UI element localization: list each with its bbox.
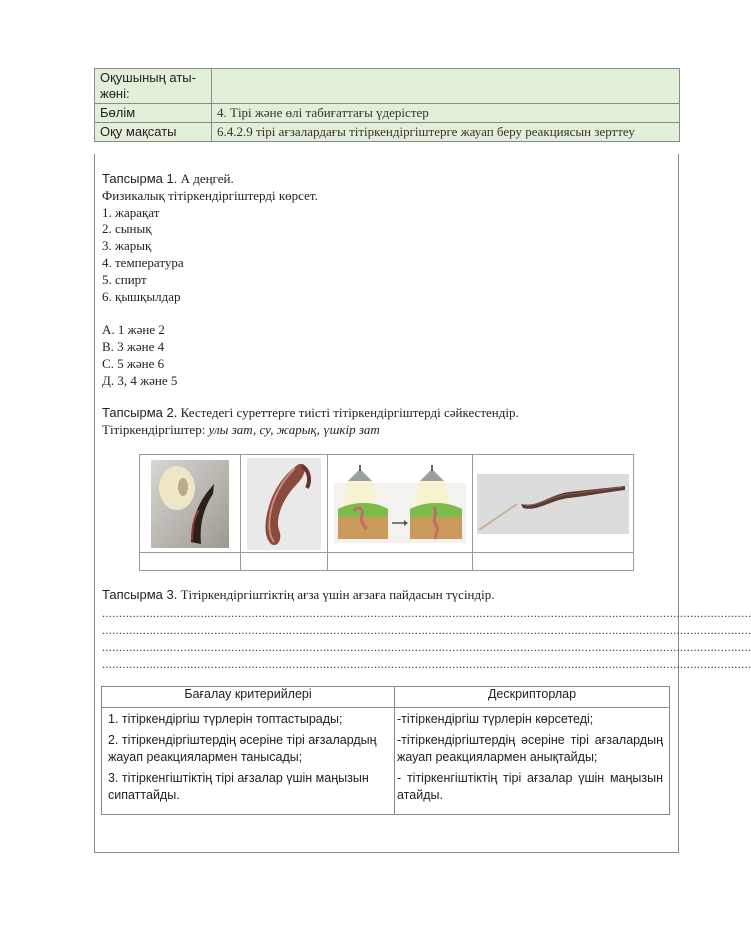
answer-cell[interactable] [241,553,328,571]
objective-label: Оқу мақсаты [95,123,212,142]
task2-title: Тапсырма 2. [102,405,178,420]
criterion: 2. тітіркендіргіштердің әсеріне тірі ағзалардың жауап реакциялармен танысады; [108,733,377,764]
task1-instruction: Физикалық тітіркендіргіштерді көрсет. [102,187,318,203]
answer-line[interactable]: ............................................................................................................................................................................................... [102,657,751,671]
task1-title: Тапсырма 1. [102,171,178,186]
task1-heading [102,171,318,188]
criteria-table [101,686,670,815]
image-cell [473,455,634,553]
task1-item: 2. сынық [102,221,152,237]
descriptor: -тітіркендіргіш түрлерін көрсетеді; [397,712,594,726]
image-cell [241,455,328,553]
criteria-header: Бағалау критерийлері [102,687,395,708]
descriptors-list [395,708,670,815]
criterion: 1. тітіркендіргіш түрлерін топтастырады; [108,712,343,726]
task2-stimuli [102,422,519,439]
objective-value: 6.4.2.9 тірі ағзалардағы тітіркендіргіштерге жауап беру реакциясын зерттеу [212,123,680,142]
header-table [94,68,680,142]
answer-line[interactable]: ............................................................................................................................................................................................... [102,606,751,620]
task2-stimuli-list: улы зат, су, жарық, үшкір зат [208,421,380,437]
task2-instruction: Кестедегі суреттерге тиісті тітіркендіргіштерді сәйкестендір. [180,405,519,420]
answer-line[interactable]: ............................................................................................................................................................................................... [102,623,751,637]
answer-cell[interactable] [473,553,634,571]
section-label: Бөлім [95,104,212,123]
answer-cell[interactable] [328,553,473,571]
task2 [102,405,519,439]
student-name-label: Оқушының аты-жөні: [95,69,212,104]
descriptor: -тітіркендіргіштердің әсеріне тірі ағзалардың жауап реакциялармен анықтайды; [397,733,663,764]
criterion: 3. тітіркенгіштіктің тірі ағзалар үшін маңызын сипаттайды. [108,771,369,802]
image-match-table [139,454,634,571]
task2-heading [102,405,519,422]
worm-water-icon [247,458,321,550]
answer-line[interactable]: ............................................................................................................................................................................................... [102,640,751,654]
task1-option[interactable]: А. 1 және 2 [102,322,165,338]
task1-option[interactable]: С. 5 және 6 [102,355,165,371]
image-cell [328,455,473,553]
worm-needle-icon [477,474,629,534]
image-cell [140,455,241,553]
task1-item: 6. қышқылдар [102,288,181,304]
task3 [102,587,494,604]
task1-item: 1. жарақат [102,204,160,220]
task1-item: 4. температура [102,254,184,270]
task1-option[interactable]: В. 3 және 4 [102,338,165,354]
worm-light-icon [334,465,466,543]
task3-instruction: Тітіркендіргіштіктің ағза үшін ағзаға пайдасын түсіндір. [180,587,495,602]
task3-title: Тапсырма 3. [102,587,178,602]
descriptors-header: Дескрипторлар [395,687,670,708]
task1 [102,171,318,389]
task1-item: 3. жарық [102,238,152,254]
task2-stimuli-label: Тітіркендіргіштер: [102,421,209,437]
answer-cell[interactable] [140,553,241,571]
task1-item: 5. спирт [102,271,147,287]
criteria-list [102,708,395,815]
section-value: 4. Тірі және өлі табиғаттағы үдерістер [212,104,680,123]
worm-salt-icon [151,460,229,548]
student-name-field[interactable] [212,69,680,104]
task1-level: А деңгей. [180,171,234,186]
descriptor: - тітіркенгіштіктің тірі ағзалар үшін маңызын атайды. [397,771,663,802]
task1-option[interactable]: Д. 3, 4 және 5 [102,372,178,388]
